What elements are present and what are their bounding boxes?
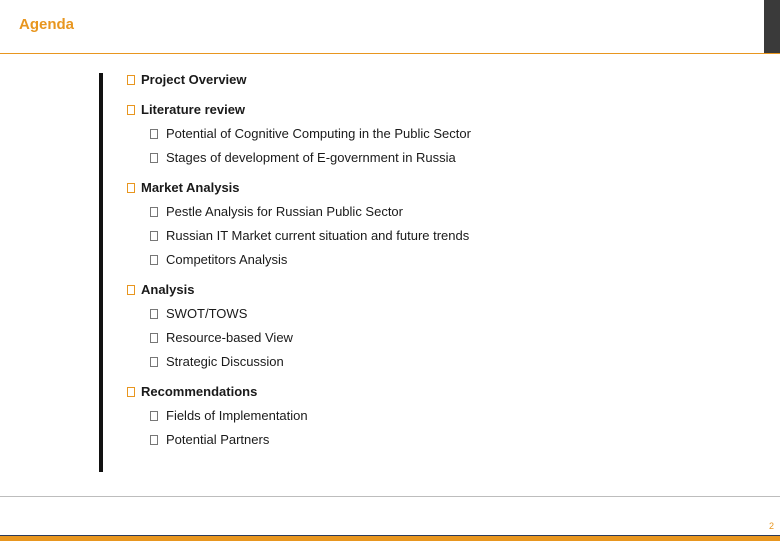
agenda-item bbox=[150, 330, 293, 346]
agenda-section bbox=[127, 282, 194, 298]
agenda-section bbox=[127, 102, 245, 118]
square-bullet-icon bbox=[150, 231, 158, 241]
agenda-item-label: Fields of Implementation bbox=[166, 408, 308, 423]
footer-accent-band bbox=[0, 535, 780, 541]
footer-divider bbox=[0, 496, 780, 497]
agenda-item-label: Pestle Analysis for Russian Public Sector bbox=[166, 204, 403, 219]
agenda-item bbox=[150, 252, 287, 268]
agenda-item bbox=[150, 354, 284, 370]
agenda-item bbox=[150, 204, 403, 220]
agenda-section-label: Analysis bbox=[141, 282, 195, 297]
agenda-section bbox=[127, 180, 240, 196]
agenda-section-label: Recommendations bbox=[141, 384, 258, 399]
agenda-section bbox=[127, 72, 247, 88]
square-bullet-icon bbox=[150, 255, 158, 265]
agenda-item bbox=[150, 432, 269, 448]
square-bullet-icon bbox=[150, 309, 158, 319]
agenda-section bbox=[127, 384, 257, 400]
square-bullet-icon bbox=[150, 153, 158, 163]
square-bullet-icon bbox=[150, 411, 158, 421]
square-bullet-icon bbox=[127, 285, 135, 295]
agenda-item-label: Potential Partners bbox=[166, 432, 270, 447]
agenda-item bbox=[150, 150, 456, 166]
agenda-item bbox=[150, 126, 471, 142]
agenda-section-label: Market Analysis bbox=[141, 180, 240, 195]
slide-title: Agenda bbox=[19, 16, 75, 33]
square-bullet-icon bbox=[150, 357, 158, 367]
agenda-item-label: Russian IT Market current situation and future trends bbox=[166, 228, 470, 243]
square-bullet-icon bbox=[127, 183, 135, 193]
agenda-item bbox=[150, 408, 308, 424]
agenda-section-label: Literature review bbox=[141, 102, 246, 117]
agenda-item-label: Stages of development of E-government in Russia bbox=[166, 150, 456, 165]
square-bullet-icon bbox=[127, 387, 135, 397]
square-bullet-icon bbox=[127, 105, 135, 115]
page-number: 2 bbox=[768, 521, 774, 531]
agenda-item bbox=[150, 306, 247, 322]
square-bullet-icon bbox=[127, 75, 135, 85]
square-bullet-icon bbox=[150, 333, 158, 343]
square-bullet-icon bbox=[150, 129, 158, 139]
agenda-item-label: Potential of Cognitive Computing in the Public Sector bbox=[166, 126, 471, 141]
square-bullet-icon bbox=[150, 435, 158, 445]
agenda-section-label: Project Overview bbox=[141, 72, 247, 87]
agenda-item-label: Strategic Discussion bbox=[166, 354, 284, 369]
agenda-item-label: Resource-based View bbox=[166, 330, 293, 345]
agenda-item bbox=[150, 228, 469, 244]
square-bullet-icon bbox=[150, 207, 158, 217]
agenda-item-label: Competitors Analysis bbox=[166, 252, 288, 267]
agenda-item-label: SWOT/TOWS bbox=[166, 306, 248, 321]
